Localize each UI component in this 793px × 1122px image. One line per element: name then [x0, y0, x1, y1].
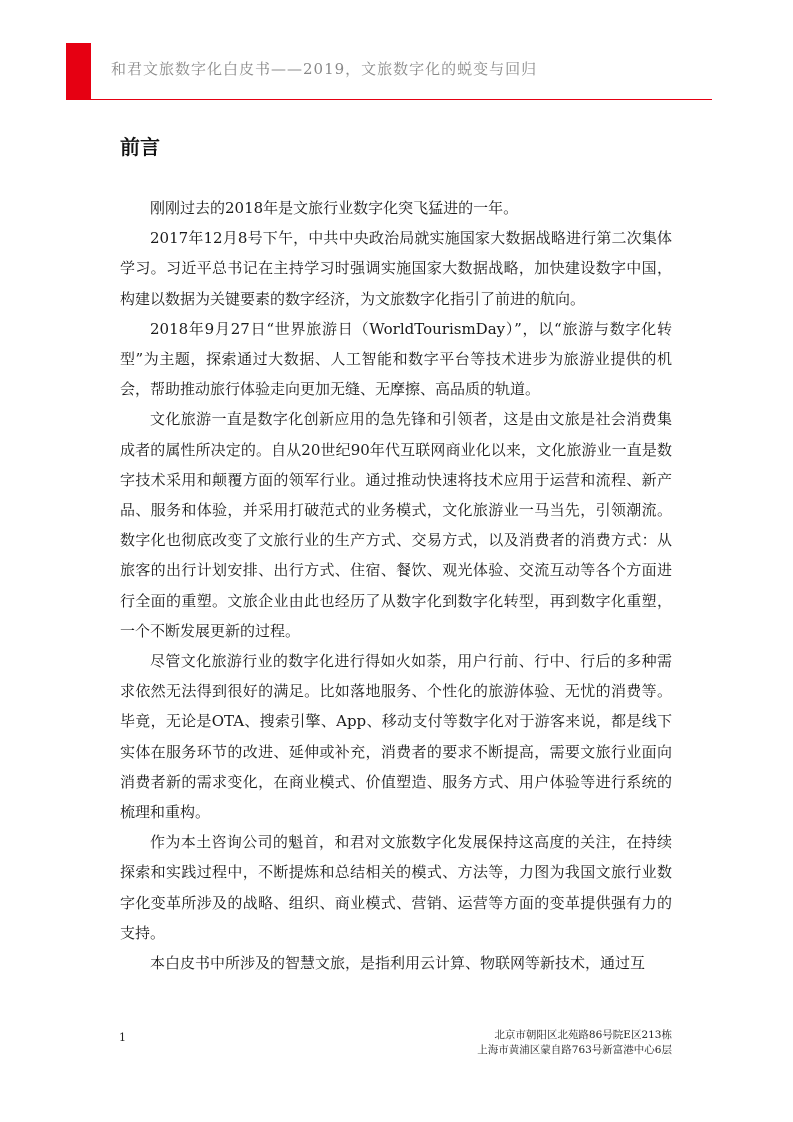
address-line: 北京市朝阳区北苑路86号院E区213栋 — [494, 1029, 672, 1041]
paragraph: 作为本土咨询公司的魁首，和君对文旅数字化发展保持这高度的关注，在持续探索和实践过程中，不断提炼和总结相关的模式、方法等，力图为我国文旅行业数字化变革所涉及的战略、组织、商业模式、营销、运营等方面的变革提供强有力的支持。 — [120, 833, 672, 942]
paragraph: 刚刚过去的2018年是文旅行业数字化突飞猛进的一年。 — [150, 199, 519, 217]
paragraph: 2017年12月8号下午，中共中央政治局就实施国家大数据战略进行第二次集体学习。习近平总书记在主持学习时强调实施国家大数据战略，加快建设数字中国，构建以数据为关键要素的数字经济，为文旅数字化指引了前进的航向。 — [120, 229, 672, 308]
paragraph: 2018年9月27日“世界旅游日（WorldTourismDay）”，以“旅游与数字化转型”为主题，探索通过大数据、人工智能和数字平台等技术进步为旅游业提供的机会，帮助推动旅行体验走向更加无缝、无摩擦、高品质的轨道。 — [120, 319, 672, 399]
page-number: 1 — [119, 1031, 126, 1044]
header-title: 和君文旅数字化白皮书——2019，文旅数字化的蜕变与回归 — [111, 60, 538, 78]
header-divider — [66, 99, 712, 100]
body-text — [120, 193, 672, 978]
paragraph: 尽管文化旅游行业的数字化进行得如火如荼，用户行前、行中、行后的多种需求依然无法得到很好的满足。比如落地服务、个性化的旅游体验、无忧的消费等。毕竟，无论是OTA、搜索引擎、App、移动支付等数字化对于游客来说，都是线下实体在服务环节的改进、延伸或补充，消费者的要求不断提高，需要文旅行业面向消费者新的需求变化，在商业模式、价值塑造、服务方式、用户体验等进行系统的梳理和重构。 — [120, 652, 672, 822]
header-accent-block — [66, 43, 91, 100]
page-title: 前言 — [120, 135, 160, 159]
footer-address — [477, 1028, 672, 1058]
paragraph: 本白皮书中所涉及的智慧文旅，是指利用云计算、物联网等新技术，通过互 — [150, 954, 646, 973]
address-line: 上海市黄浦区蒙自路763号新富港中心6层 — [477, 1044, 672, 1056]
paragraph: 文化旅游一直是数字化创新应用的急先锋和引领者，这是由文旅是社会消费集成者的属性所决定的。自从20世纪90年代互联网商业化以来，文化旅游业一直是数字技术采用和颠覆方面的领军行业。通过推动快速将技术应用于运营和流程、新产品、服务和体验，并采用打破范式的业务模式，文化旅游业一马当先，引领潮流。数字化也彻底改变了文旅行业的生产方式、交易方式，以及消费者的消费方式：从旅客的出行计划安排、出行方式、住宿、餐饮、观光体验、交流互动等各个方面进行全面的重塑。文旅企业由此也经历了从数字化到数字化转型，再到数字化重塑，一个不断发展更新的过程。 — [120, 410, 672, 640]
